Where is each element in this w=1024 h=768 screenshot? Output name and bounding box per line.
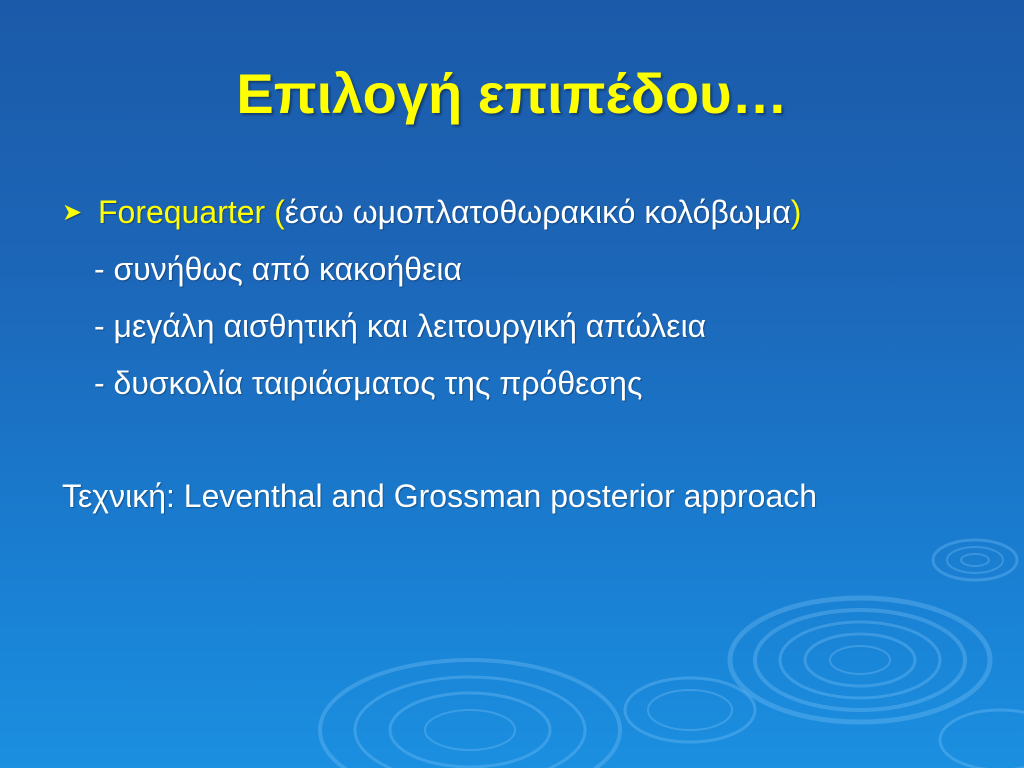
bullet-keyword: Forequarter bbox=[98, 194, 266, 230]
arrow-right-icon: ➤ bbox=[62, 199, 83, 226]
open-paren: ( bbox=[265, 194, 285, 230]
bullet-item-forequarter bbox=[62, 192, 801, 233]
slide-title: Επιλογή επιπέδου… bbox=[236, 62, 788, 125]
sub-point: - μεγάλη αισθητική και λειτουργική απώλεια bbox=[94, 308, 707, 344]
close-paren: ) bbox=[790, 194, 802, 230]
bullet-description: έσω ωμοπλατοθωρακικό κολόβωμα bbox=[284, 194, 791, 230]
technique-line: Τεχνική: Leventhal and Grossman posterior approach bbox=[62, 478, 818, 514]
sub-point: - δυσκολία ταιριάσματος της πρόθεσης bbox=[94, 365, 643, 401]
sub-point: - συνήθως από κακοήθεια bbox=[94, 251, 462, 287]
